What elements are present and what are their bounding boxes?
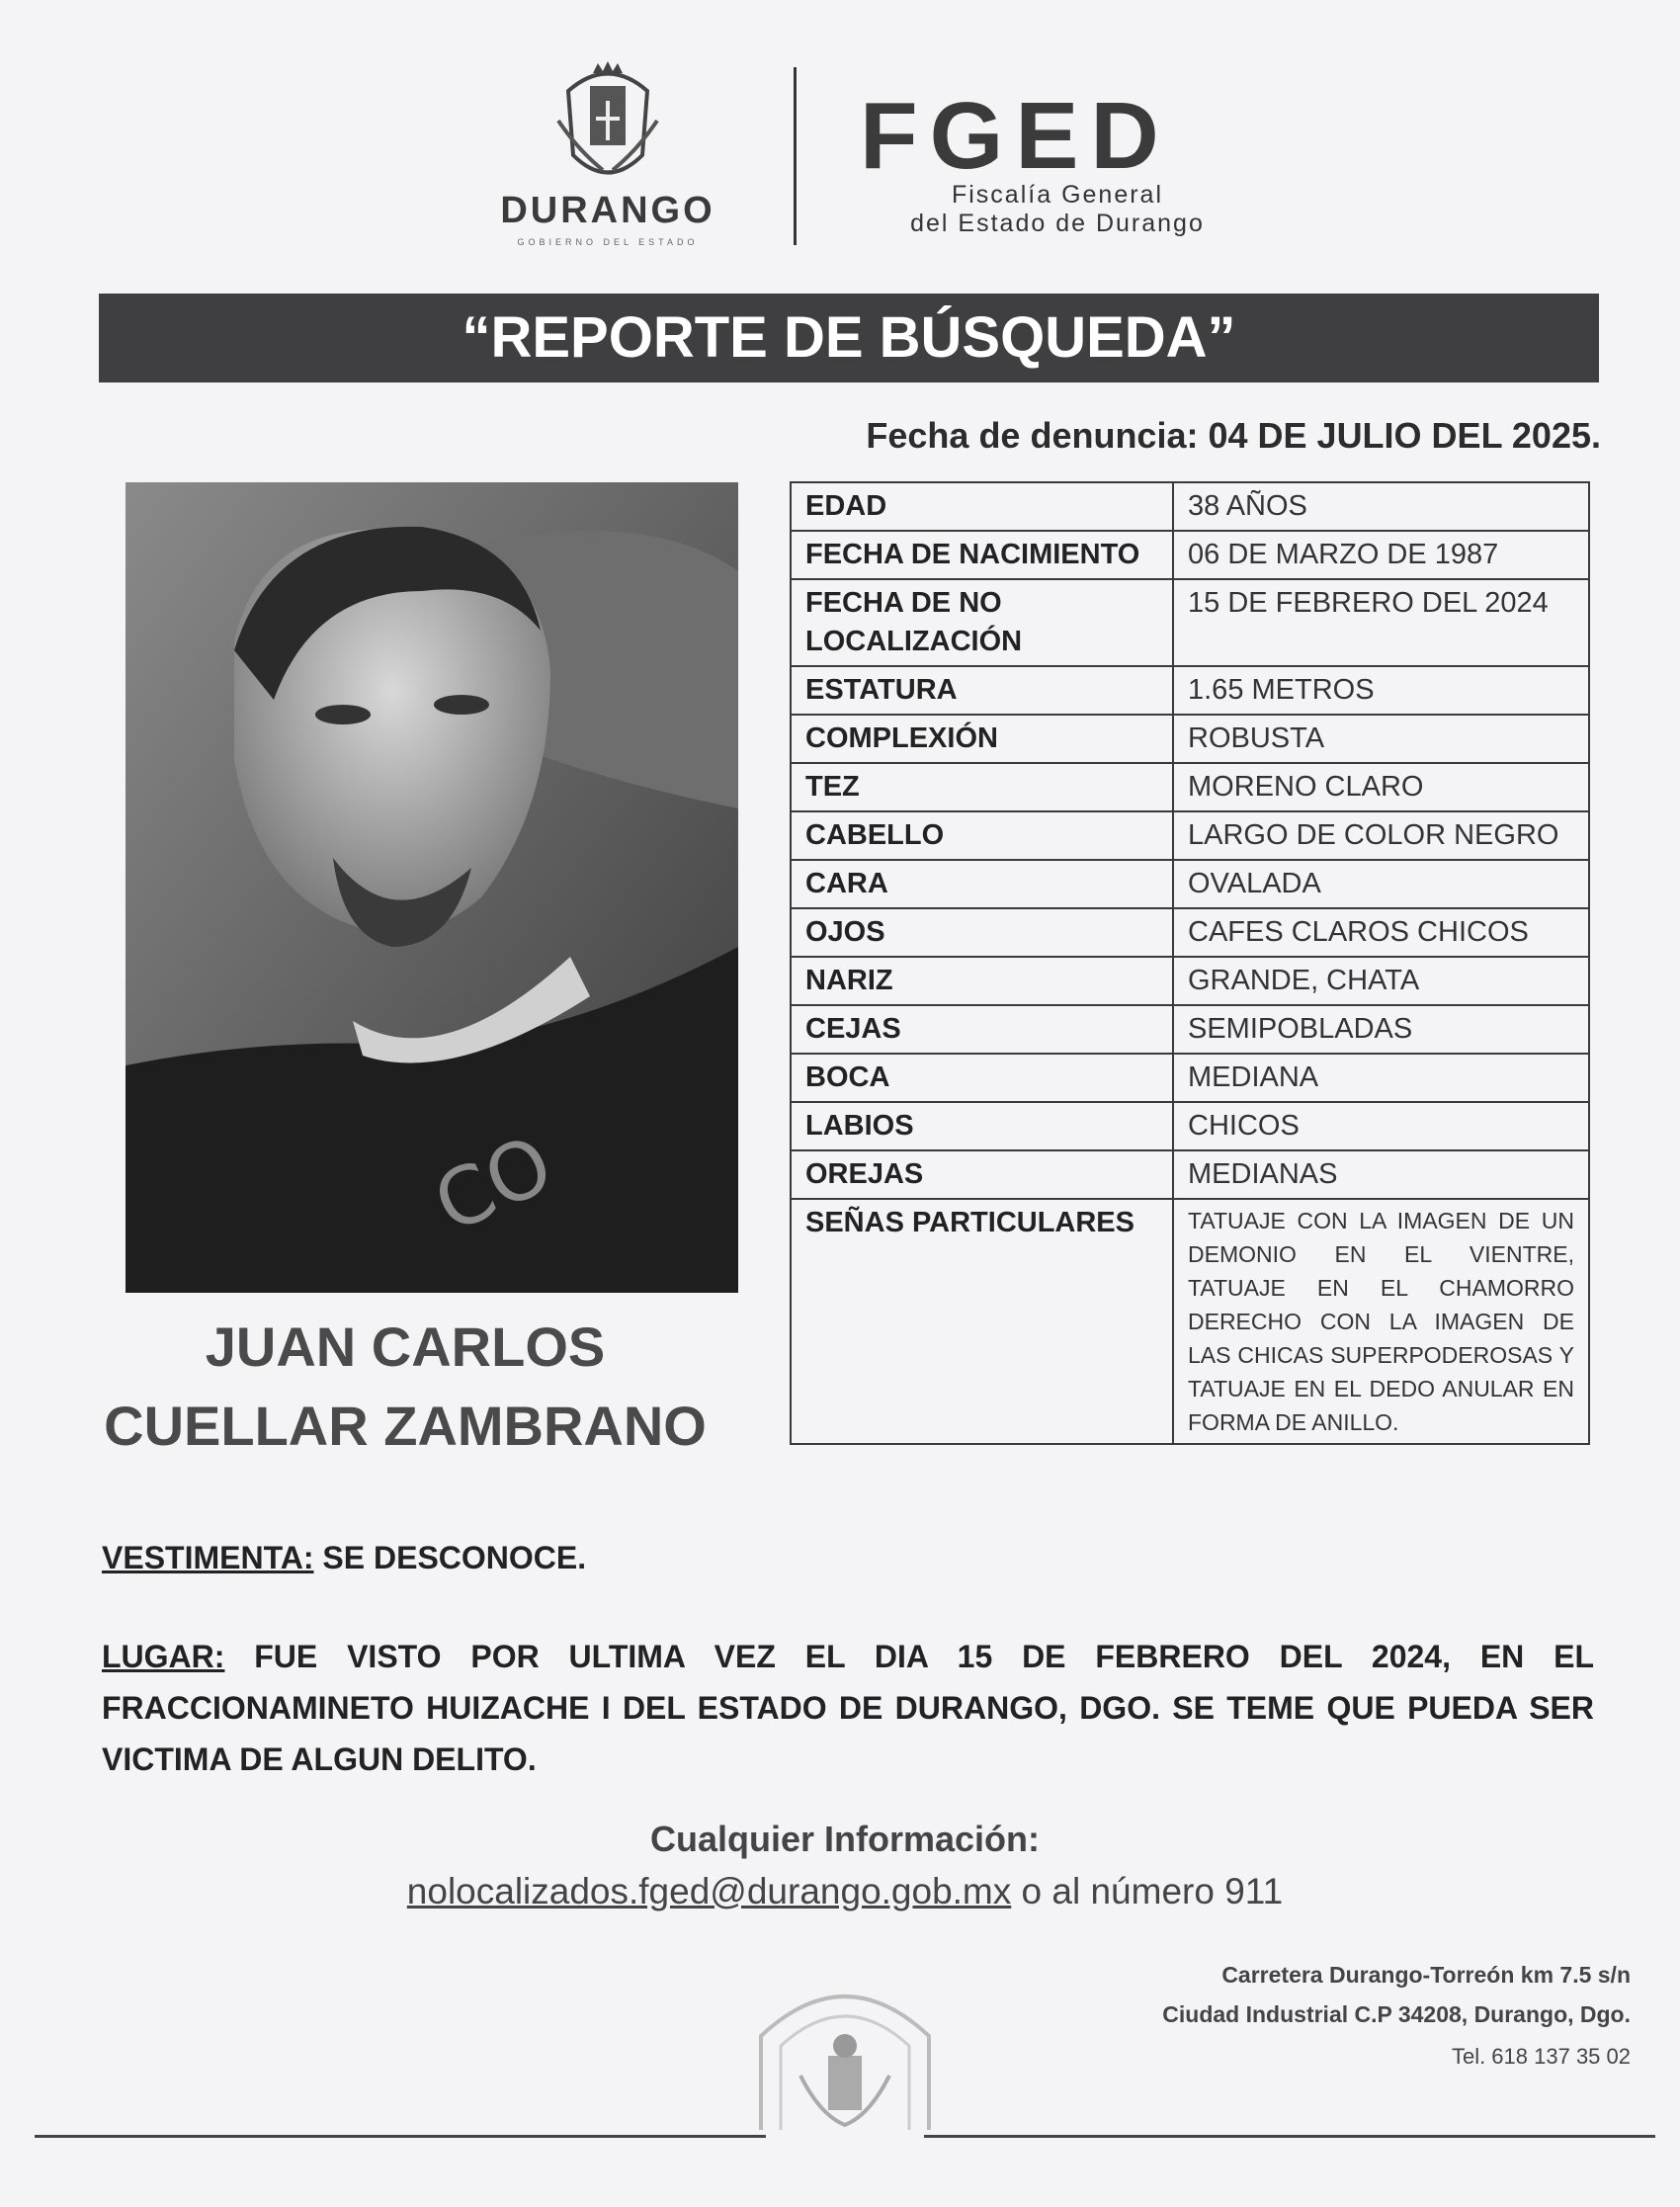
table-row bbox=[791, 1054, 1589, 1102]
clothing-section bbox=[102, 1540, 1584, 1576]
detail-value: MEDIANA bbox=[1173, 1054, 1589, 1102]
address-phone: Tel. 618 137 35 02 bbox=[1451, 2044, 1631, 2069]
report-date-label: Fecha de denuncia: bbox=[866, 415, 1199, 456]
detail-value: SEMIPOBLADAS bbox=[1173, 1005, 1589, 1054]
fged-subtitle-line1: Fiscalía General bbox=[951, 181, 1164, 209]
detail-label: FECHA DE NO LOCALIZACIÓN bbox=[791, 579, 1173, 666]
report-date-value: 04 DE JULIO DEL 2025. bbox=[1208, 415, 1601, 456]
detail-value: 06 DE MARZO DE 1987 bbox=[1173, 531, 1589, 579]
detail-label: NARIZ bbox=[791, 957, 1173, 1005]
address-line1: Carretera Durango-Torreón km 7.5 s/n bbox=[1221, 1962, 1631, 1988]
report-banner: “REPORTE DE BÚSQUEDA” bbox=[99, 294, 1599, 382]
contact-phone-text: o al número 911 bbox=[1011, 1871, 1284, 1911]
details-table bbox=[790, 481, 1590, 1445]
footer-rule-right bbox=[924, 2135, 1655, 2138]
report-date bbox=[751, 415, 1601, 457]
table-row bbox=[791, 531, 1589, 579]
person-name-line2: CUELLAR ZAMBRANO bbox=[104, 1395, 707, 1457]
detail-label: BOCA bbox=[791, 1054, 1173, 1102]
detail-value: 38 AÑOS bbox=[1173, 482, 1589, 531]
detail-value: 15 DE FEBRERO DEL 2024 bbox=[1173, 579, 1589, 666]
detail-label: LABIOS bbox=[791, 1102, 1173, 1150]
durango-emblem-icon bbox=[548, 61, 667, 190]
table-row bbox=[791, 666, 1589, 715]
address-line2: Ciudad Industrial C.P 34208, Durango, Dgo. bbox=[1162, 2001, 1631, 2027]
svg-text:CO: CO bbox=[420, 1117, 566, 1251]
durango-wordmark: DURANGO bbox=[500, 190, 715, 231]
durango-logo bbox=[455, 61, 761, 249]
table-row bbox=[791, 860, 1589, 908]
detail-label: COMPLEXIÓN bbox=[791, 715, 1173, 763]
detail-label: EDAD bbox=[791, 482, 1173, 531]
contact-email-link[interactable]: nolocalizados.fged@durango.gob.mx bbox=[406, 1871, 1012, 1911]
table-row bbox=[791, 811, 1589, 860]
person-name-line1: JUAN CARLOS bbox=[205, 1316, 606, 1378]
table-row bbox=[791, 908, 1589, 957]
detail-value: MEDIANAS bbox=[1173, 1150, 1589, 1199]
detail-value: GRANDE, CHATA bbox=[1173, 957, 1589, 1005]
contact-line bbox=[198, 1871, 1492, 1912]
detail-value: MORENO CLARO bbox=[1173, 763, 1589, 811]
detail-value: 1.65 METROS bbox=[1173, 666, 1589, 715]
clothing-value: SE DESCONOCE. bbox=[313, 1540, 587, 1575]
location-value: FUE VISTO POR ULTIMA VEZ EL DIA 15 DE FEBRERO DEL 2024, EN EL FRACCIONAMINETO HUIZACHE I DEL ESTADO DE DURANGO, DGO. SE TEME QUE PUEDA SER VICTIMA DE ALGUN DELITO. bbox=[102, 1639, 1594, 1777]
detail-label: FECHA DE NACIMIENTO bbox=[791, 531, 1173, 579]
missing-person-photo bbox=[126, 482, 738, 1293]
detail-value: CHICOS bbox=[1173, 1102, 1589, 1150]
detail-label: CABELLO bbox=[791, 811, 1173, 860]
detail-label: ESTATURA bbox=[791, 666, 1173, 715]
fged-subtitle-line2: del Estado de Durango bbox=[910, 210, 1205, 237]
detail-label: TEZ bbox=[791, 763, 1173, 811]
table-row bbox=[791, 1199, 1589, 1444]
detail-value: OVALADA bbox=[1173, 860, 1589, 908]
table-row bbox=[791, 482, 1589, 531]
fged-seal-icon bbox=[751, 1977, 939, 2135]
table-row bbox=[791, 1150, 1589, 1199]
table-row bbox=[791, 1005, 1589, 1054]
location-section bbox=[102, 1631, 1594, 1785]
table-row bbox=[791, 1102, 1589, 1150]
detail-value: LARGO DE COLOR NEGRO bbox=[1173, 811, 1589, 860]
contact-title: Cualquier Información: bbox=[649, 1819, 1041, 1859]
detail-label: SEÑAS PARTICULARES bbox=[791, 1199, 1173, 1444]
table-row bbox=[791, 579, 1589, 666]
detail-label: CARA bbox=[791, 860, 1173, 908]
durango-subtitle: GOBIERNO DEL ESTADO bbox=[517, 237, 699, 247]
table-row bbox=[791, 957, 1589, 1005]
detail-value: CAFES CLAROS CHICOS bbox=[1173, 908, 1589, 957]
clothing-label: VESTIMENTA: bbox=[102, 1540, 314, 1575]
table-row bbox=[791, 763, 1589, 811]
detail-label: CEJAS bbox=[791, 1005, 1173, 1054]
table-row bbox=[791, 715, 1589, 763]
detail-value: TATUAJE CON LA IMAGEN DE UN DEMONIO EN EL VIENTRE, TATUAJE EN EL CHAMORRO DERECHO CON LA IMAGEN DE LAS CHICAS SUPERPODEROSAS Y TATUAJE EN EL DEDO ANULAR EN FORMA DE ANILLO. bbox=[1173, 1199, 1589, 1444]
footer-rule-left bbox=[35, 2135, 766, 2138]
detail-label: OREJAS bbox=[791, 1150, 1173, 1199]
header-divider bbox=[794, 67, 797, 245]
detail-label: OJOS bbox=[791, 908, 1173, 957]
location-label: LUGAR: bbox=[102, 1639, 225, 1674]
detail-value: ROBUSTA bbox=[1173, 715, 1589, 763]
portrait-image bbox=[126, 482, 738, 1293]
fged-wordmark: FGED bbox=[860, 83, 1171, 189]
